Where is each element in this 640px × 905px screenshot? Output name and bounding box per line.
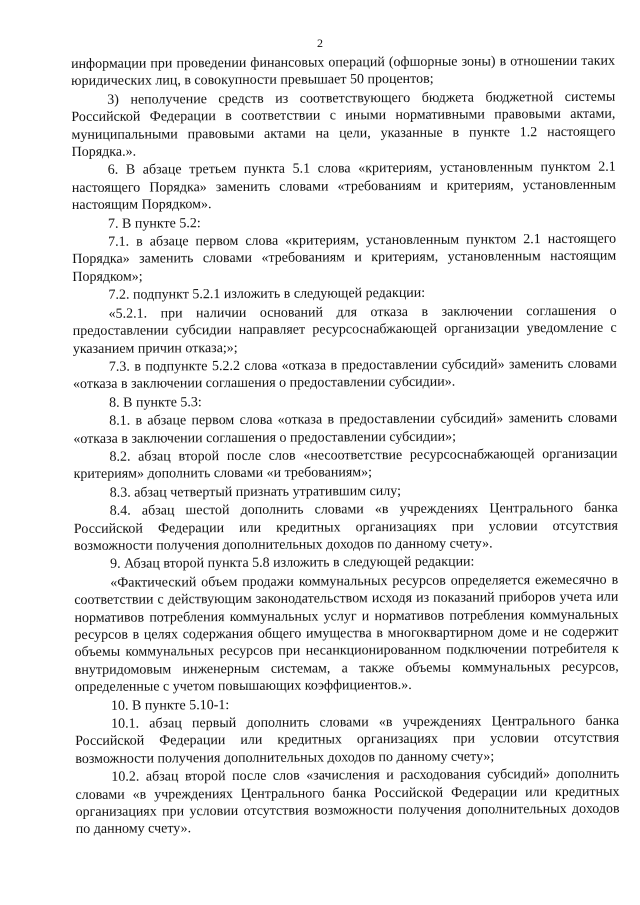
paragraph-item-7-3: 7.3. в подпункте 5.2.2 слова «отказа в предоставлении субсидий» заменить словами «отказа в заключении соглашения о предоставлении субсидии». <box>72 356 617 393</box>
paragraph-item-7-1: 7.1. в абзаце первом слова «критериям, установленным пунктом 2.1 настоящего Порядка» заменить словами «требованиям и критериям, установленным настоящим Порядком»; <box>72 231 617 285</box>
paragraph-quote-5-8: «Фактический объем продажи коммунальных ресурсов определяется ежемесячно в соответствии с действующим законодательством исходя из показаний приборов учета или нормативов потребления коммунальных услуг и нормативов потребления коммунальных ресурсов в целях содержания общего имущества в многоквартирном доме и не содержит объемы коммунальных ресурсов при несанкционированном подключении потребителя к внутридомовым инженерным системам, а также объемы коммунальных ресурсов, определенные с учетом повышающих коэффициентов.». <box>74 572 619 696</box>
paragraph-item-8-1: 8.1. в абзаце первом слова «отказа в предоставлении субсидий» заменить словами «отказа в заключении соглашения о предоставлении субсидии»; <box>73 410 618 447</box>
paragraph-item-8-4: 8.4. абзац шестой дополнить словами «в учреждениях Центрального банка Российской Федерации или кредитных организациях при условии отсутствия возможности получения дополнительных доходов по данному счету». <box>73 500 618 554</box>
paragraph-item-8: 8. В пункте 5.3: <box>109 394 202 411</box>
paragraph-item-7: 7. В пункте 5.2: <box>107 215 201 232</box>
paragraph-item-6: 6. В абзаце третьем пункта 5.1 слова «критериям, установленным пунктом 2.1 настоящего Порядка» заменить словами «требованиям и критериям, установленным настоящим Порядком». <box>71 160 616 214</box>
paragraph-item-9: 9. Абзац второй пункта 5.8 изложить в следующей редакции: <box>110 554 475 573</box>
paragraph-item-10-1: 10.1. абзац первый дополнить словами «в учреждениях Центрального банка Российской Федерации или кредитных организациях при условии отсутствия возможности получения дополнительных доходов по данному счету»; <box>75 713 620 767</box>
paragraph-item-7-2: 7.2. подпункт 5.2.1 изложить в следующей редакции: <box>108 286 426 304</box>
paragraph-item-8-2: 8.2. абзац второй после слов «несоответствие ресурсоснабжающей организации критериям» дополнить словами «и требованиям»; <box>73 446 618 483</box>
paragraph-subitem-3: 3) неполучение средств из соответствующего бюджета бюджетной системы Российской Федерации в соответствии с иными нормативными правовыми актами, муниципальными правовыми актами на цели, указанные в пункте 1.2 настоящего Порядка.». <box>71 89 616 161</box>
paragraph-continuation: информации при проведении финансовых операций (офшорные зоны) в отношении таких юридических лиц, в совокупности превышает 50 процентов; <box>71 53 616 90</box>
paragraph-item-8-3: 8.3. абзац четвертый признать утратившим силу; <box>109 483 401 501</box>
paragraph-item-10-2: 10.2. абзац второй после слов «зачисления и расходования субсидий» дополнить словами «в учреждениях Центрального банка Российской Федерации или кредитных организациях при условии отсутствия возможности получения дополнительных доходов по данному счету». <box>75 766 620 838</box>
paragraph-item-10: 10. В пункте 5.10-1: <box>110 697 230 714</box>
page-number: 2 <box>317 36 323 50</box>
paragraph-quote-5-2-1: «5.2.1. при наличии оснований для отказа в заключении соглашения о предоставлении субсидии направляет ресурсоснабжающей организации уведомление с указанием причин отказа;»; <box>72 303 617 357</box>
document-body <box>71 53 620 840</box>
